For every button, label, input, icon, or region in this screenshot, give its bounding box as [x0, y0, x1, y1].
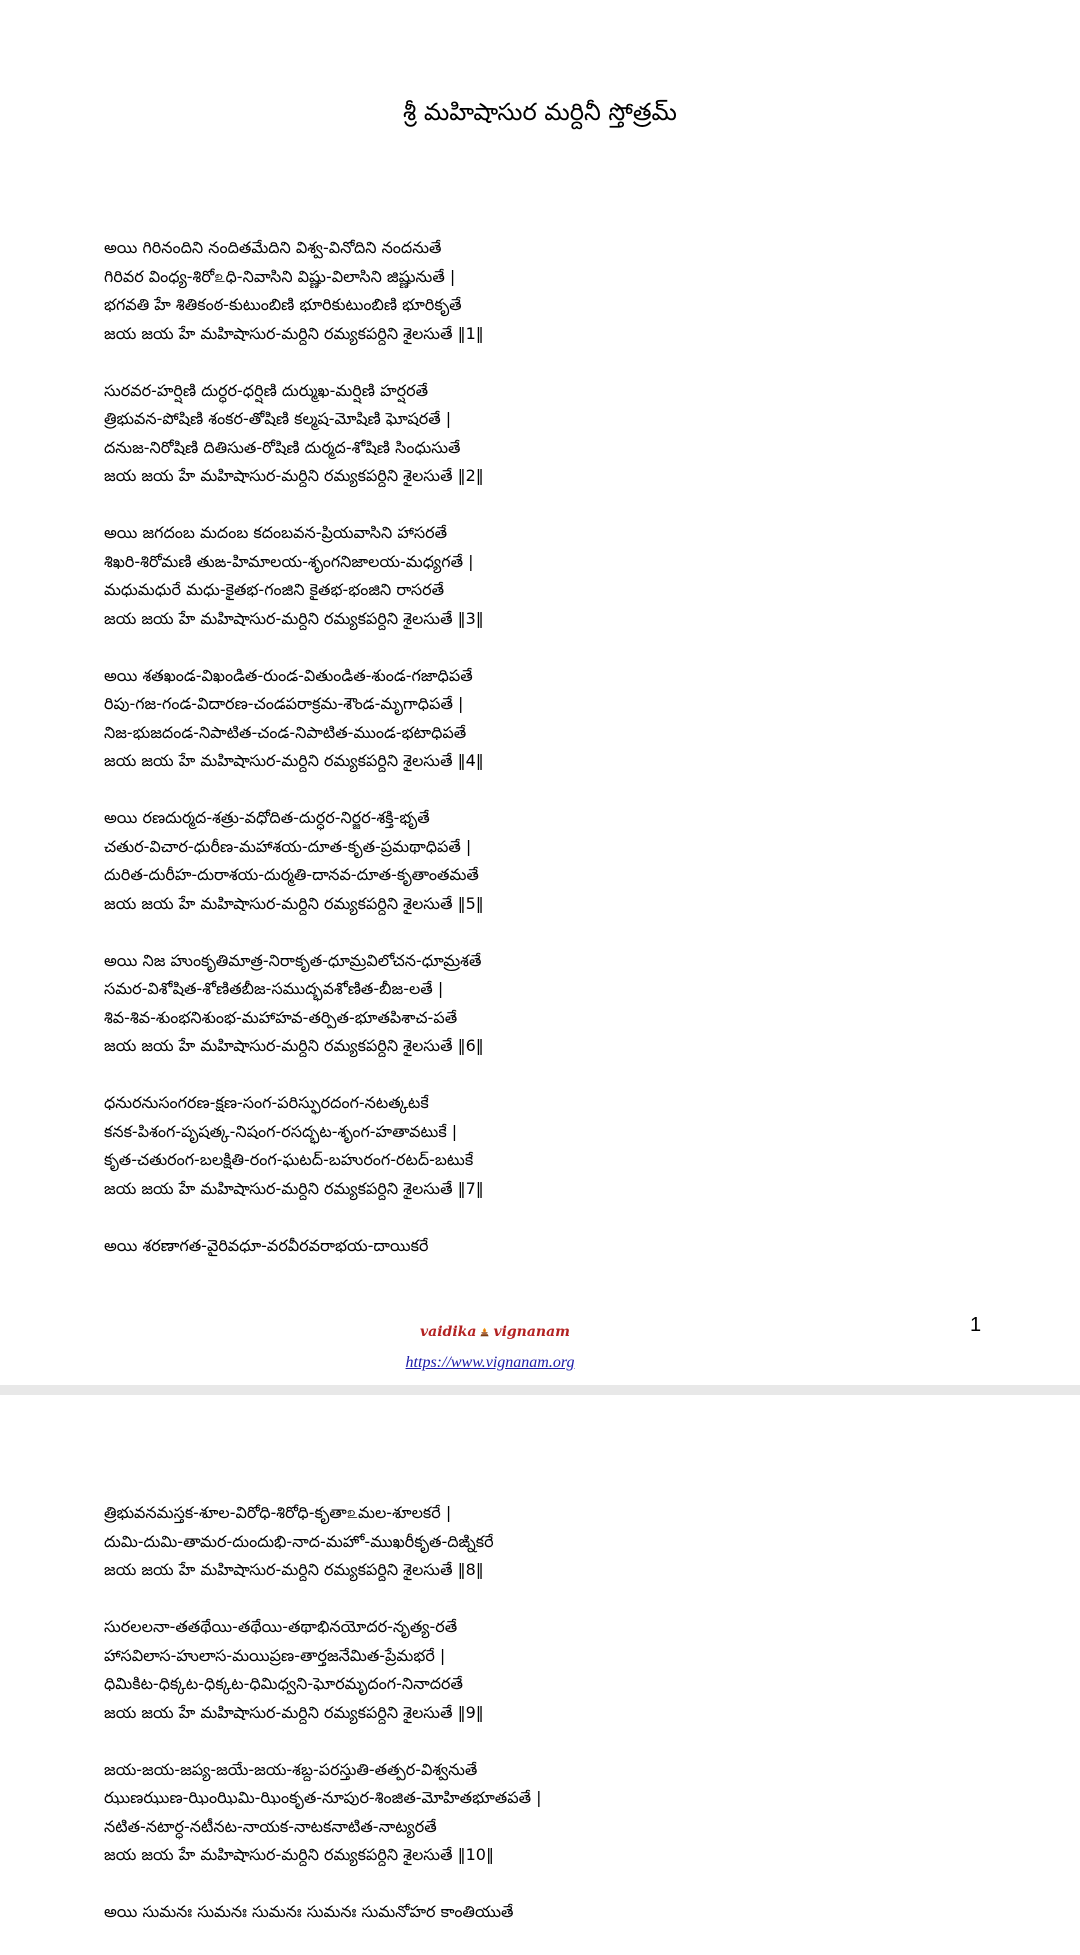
stanza [104, 234, 484, 348]
page-title: శ్రీ మహిషాసుర మర్దినీ స్తోత్రమ్ [403, 98, 677, 126]
vaidika-vignanam-logo[interactable] [420, 1313, 570, 1351]
verse-line: సురలలనా-తతథేయి-తథేయి-తథాభినయోదర-నృత్య-రతే [104, 1617, 458, 1636]
website-link-text[interactable]: https://www.vignanam.org [405, 1354, 575, 1371]
verse-line: జయ జయ హే మహిషాసుర-మర్దిని రమ్యకపర్దిని శైలసుతే ‖9‖ [104, 1702, 484, 1722]
verse-line: అయి శరణాగత-వైరివధూ-వరవీరవరాభయ-దాయికరే [104, 1235, 429, 1255]
verse-line: నటిత-నటార్ధ-నటీనట-నాయక-నాటకనాటిత-నాట్యరతే [104, 1816, 437, 1836]
website-link[interactable] [0, 1354, 980, 1372]
page-separator [0, 1385, 1080, 1395]
page-2 [0, 1395, 1080, 1920]
verse-line: కృత-చతురంగ-బలక్షితి-రంగ-ఘటద్-బహురంగ-రటద్-బటుకే [104, 1150, 474, 1169]
logo-word-left: vaidika [420, 1324, 477, 1340]
stanza [104, 947, 484, 1061]
verse-line: జయ జయ హే మహిషాసుర-మర్దిని రమ్యకపర్దిని శైలసుతే ‖7‖ [104, 1178, 484, 1198]
verse-line: చతుర-విచార-ధురీణ-మహాశయ-దూత-కృత-ప్రమథాధిపతే | [104, 836, 472, 856]
verse-line: త్రిభువన-పోషిణి శంకర-తోషిణి కల్మష-మోషిణి ఘోషరతే | [104, 409, 452, 428]
logo-word-right: vignanam [493, 1324, 570, 1340]
verse-line: జయ జయ హే మహిషాసుర-మర్దిని రమ్యకపర్దిని శైలసుతే ‖2‖ [104, 466, 484, 485]
verse-line: సురవర-హర్షిణి దుర్ధర-ధర్షిణి దుర్ముఖ-మర్షిణి హర్షరతే [104, 380, 429, 400]
stanza [104, 1089, 484, 1203]
verse-line: జయ జయ హే మహిషాసుర-మర్దిని రమ్యకపర్దిని శైలసుతే ‖6‖ [104, 1036, 484, 1055]
verse-block [104, 1499, 542, 1955]
stanza [104, 519, 484, 633]
page-number: 1 [970, 1314, 982, 1336]
verse-line: జయ జయ హే మహిషాసుర-మర్దిని రమ్యకపర్దిని శైలసుతే ‖10‖ [104, 1845, 494, 1864]
verse-line: అయి శతఖండ-విఖండిత-రుండ-వితుండిత-శుండ-గజాధిపతే [104, 665, 473, 685]
verse-line: అయి రణదుర్మద-శత్రు-వధోదిత-దుర్ధర-నిర్జర-శక్తి-భృతే [104, 808, 430, 827]
verse-line: జయ జయ హే మహిషాసుర-మర్దిని రమ్యకపర్దిని శైలసుతే ‖5‖ [104, 893, 484, 913]
stanza [104, 1232, 484, 1261]
verse-line: దురిత-దురీహ-దురాశయ-దుర్మతి-దానవ-దూత-కృతాంతమతే [104, 865, 479, 884]
verse-line: జయ జయ హే మహిషాసుర-మర్దిని రమ్యకపర్దిని శైలసుతే ‖4‖ [104, 751, 484, 770]
verse-line: భగవతి హే శితికంఠ-కుటుంబిణి భూరికుటుంబిణి భూరికృతే [104, 295, 462, 314]
stanza [104, 804, 484, 918]
stanza [104, 1499, 542, 1585]
verse-line: త్రిభువనమస్తక-శూల-విరోధి-శిరోధి-కృతా௨మల-శూలకరే | [104, 1503, 452, 1522]
verse-line: జయ జయ హే మహిషాసుర-మర్దిని రమ్యకపర్దిని శైలసుతే ‖8‖ [104, 1560, 484, 1579]
verse-line: జయ-జయ-జప్య-జయే-జయ-శబ్ద-పరస్తుతి-తత్పర-విశ్వనుతే [104, 1759, 478, 1779]
fire-altar-icon [480, 1313, 489, 1351]
stanza [104, 1898, 542, 1927]
verse-line: హాసవిలాస-హులాస-మయిప్రణ-తార్తజనేమిత-ప్రేమభరే | [104, 1645, 446, 1665]
verse-block [104, 234, 484, 1289]
stanza [104, 1756, 542, 1870]
stanza [104, 377, 484, 491]
verse-line: కనక-పిశంగ-పృషత్క-నిషంగ-రసద్భట-శృంగ-హతావటుకే | [104, 1121, 458, 1141]
verse-line: శివ-శివ-శుంభనిశుంభ-మహాహవ-తర్పిత-భూతపిశాచ-పతే [104, 1007, 458, 1027]
stanza [104, 662, 484, 776]
verse-line: అయి నిజ హుంకృతిమాత్ర-నిరాకృత-ధూమ్రవిలోచన-ధూమ్రశతే [104, 950, 482, 970]
verse-line: గిరివర వింధ్య-శిరో௨ధి-నివాసిని విష్ణు-విలాసిని జిష్ణునుతే | [104, 266, 456, 286]
stanza [104, 1613, 542, 1727]
verse-line: జయ జయ హే మహిషాసుర-మర్దిని రమ్యకపర్దిని శైలసుతే ‖1‖ [104, 323, 484, 343]
verse-line: శిఖరి-శిరోమణి తుఙ-హిమాలయ-శృంగనిజాలయ-మధ్యగతే | [104, 551, 474, 571]
verse-line: జయ జయ హే మహిషాసుర-మర్దిని రమ్యకపర్దిని శైలసుతే ‖3‖ [104, 608, 484, 628]
verse-line: ఝుణఝుణ-ఝింఝిమి-ఝింకృత-నూపుర-శింజిత-మోహితభూతపతే | [104, 1788, 542, 1807]
verse-line: అయి జగదంబ మదంబ కదంబవన-ప్రియవాసిని హాసరతే [104, 523, 448, 542]
verse-line: ధనురనుసంగరణ-క్షణ-సంగ-పరిస్ఫురదంగ-నటత్కటకే [104, 1093, 429, 1112]
verse-line: అయి గిరినందిని నందితమేదిని విశ్వ-వినోదిని నందనుతే [104, 238, 442, 257]
verse-line: మధుమధురే మధు-కైతభ-గంజిని కైతభ-భంజిని రాసరతే [104, 580, 445, 599]
verse-line: సమర-విశోషిత-శోణితబీజ-సముద్భవశోణిత-బీజ-లతే | [104, 979, 444, 998]
verse-line: ధిమికిట-ధిక్కట-ధిక్కట-ధిమిధ్వని-ఘోరమృదంగ-నినాదరతే [104, 1674, 463, 1693]
verse-line: నిజ-భుజదండ-నిపాటిత-చండ-నిపాటిత-ముండ-భటాధిపతే [104, 722, 467, 742]
verse-line: దనుజ-నిరోషిణి దితిసుత-రోషిణి దుర్మద-శోషిణి సింధుసుతే [104, 437, 461, 457]
verse-line: అయి సుమనః సుమనః సుమనః సుమనః సుమనోహర కాంతియుతే [104, 1902, 514, 1921]
verse-line: రిపు-గజ-గండ-విదారణ-చండపరాక్రమ-శౌండ-మృగాధిపతే | [104, 694, 464, 713]
verse-line: దుమి-దుమి-తామర-దుందుభి-నాద-మహో-ముఖరీకృత-దిఙ్నికరే [104, 1531, 494, 1551]
